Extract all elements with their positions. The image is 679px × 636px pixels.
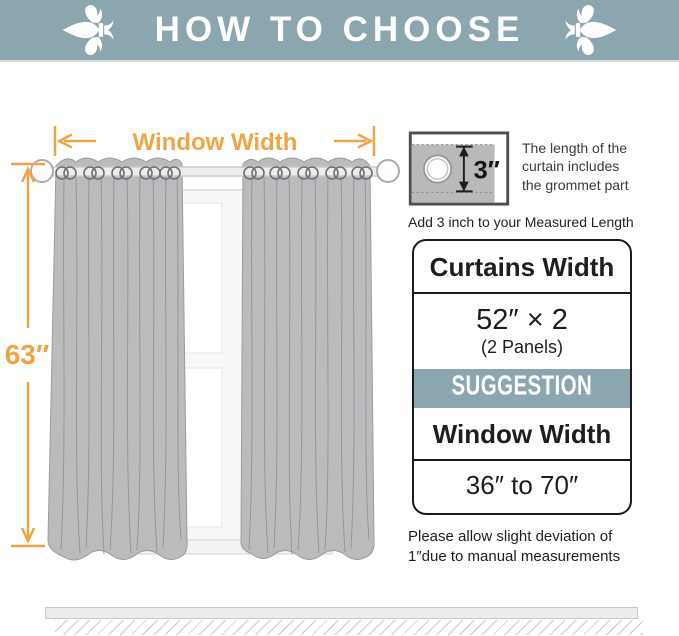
size-suggestion-box [412, 239, 632, 515]
grommet-explanation-line: The length of the [522, 140, 628, 156]
page-title: HOW TO CHOOSE [154, 10, 525, 49]
window-width-value: 36″ to 70″ [465, 469, 579, 500]
curtain-panel-left [48, 158, 187, 560]
rod-finial-right [377, 160, 399, 182]
floor-hatching [55, 620, 643, 635]
panels-note: (2 Panels) [480, 337, 564, 357]
right-column [408, 131, 640, 568]
grommet-explanation-line: curtain includes [522, 158, 620, 175]
window-width-label: Window Width [132, 129, 298, 156]
window-width-annotation [55, 126, 374, 156]
curtains-width-value: 52″ × 2 [476, 304, 568, 336]
grommet-note-row [408, 131, 640, 207]
add-length-note: Add 3 inch to your Measured Length [408, 214, 634, 230]
grommet-explanation-line: the grommet part [522, 176, 629, 193]
fleur-de-lis-icon-right [564, 3, 618, 57]
suggestion-band [414, 369, 630, 408]
curtains-width-title: Curtains Width [429, 252, 615, 282]
header-banner [0, 0, 679, 62]
deviation-footnote-line: Please allow slight deviation of [408, 527, 613, 545]
deviation-footnote [408, 527, 640, 568]
suggestion-label: SUGGESTION [451, 370, 593, 402]
curtain-window-diagram [0, 110, 400, 636]
curtain-length-label: 63″ [4, 339, 50, 370]
floor-bar [45, 607, 638, 619]
grommet-explanation [522, 131, 629, 207]
window-width-title: Window Width [432, 418, 612, 449]
curtain-panel-right [241, 158, 374, 560]
grommet-measure-label: 3″ [473, 156, 500, 185]
fleur-de-lis-icon-left [61, 3, 115, 57]
deviation-footnote-line: 1″due to manual measurements [408, 548, 621, 566]
grommet-diagram [408, 131, 510, 207]
curtain-length-annotation [5, 164, 50, 546]
